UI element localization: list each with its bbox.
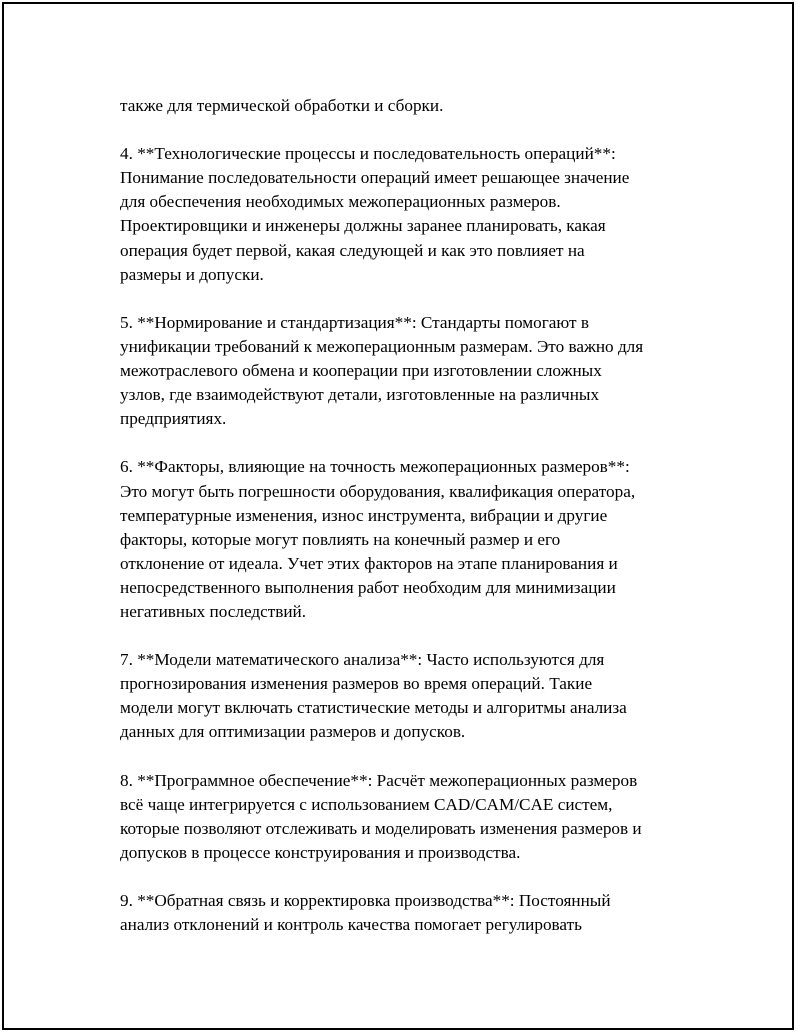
text-line: Проектировщики и инженеры должны заранее планировать, какая	[120, 216, 606, 236]
text-line: 5. **Нормирование и стандартизация**: Стандарты помогают в	[120, 312, 589, 332]
text-line: унификации требований к межоперационным размерам. Это важно для	[120, 336, 644, 356]
paragraph-item-8	[120, 769, 720, 865]
text-line: 9. **Обратная связь и корректировка производства**: Постоянный	[120, 891, 611, 911]
text-line: допусков в процессе конструирования и производства.	[120, 842, 521, 862]
paragraph-intro-tail	[120, 94, 720, 118]
text-line: для обеспечения необходимых межоперационных размеров.	[120, 192, 561, 212]
text-line: непосредственного выполнения работ необходим для минимизации	[120, 577, 616, 597]
text-line: факторы, которые могут повлиять на конечный размер и его	[120, 529, 561, 549]
text-line: операция будет первой, какая следующей и как это повлияет на	[120, 240, 585, 260]
text-line: анализ отклонений и контроль качества помогает регулировать	[120, 915, 582, 935]
text-line: 8. **Программное обеспечение**: Расчёт межоперационных размеров	[120, 770, 638, 790]
text-line: Это могут быть погрешности оборудования, квалификация оператора,	[120, 481, 636, 501]
text-line: всё чаще интегрируется с использованием CAD/CAM/CAE систем,	[120, 794, 613, 814]
text-line: Понимание последовательности операций имеет решающее значение	[120, 168, 630, 188]
text-line: 6. **Факторы, влияющие на точность межоперационных размеров**:	[120, 457, 630, 477]
text-line: размеры и допуски.	[120, 264, 264, 284]
text-line: также для термической обработки и сборки.	[120, 96, 444, 115]
text-line: прогнозирования изменения размеров во время операций. Такие	[120, 674, 593, 694]
paragraph-item-7	[120, 648, 720, 744]
paragraph-item-6	[120, 455, 720, 624]
text-line: предприятиях.	[120, 409, 227, 429]
text-line: данных для оптимизации размеров и допусков.	[120, 722, 466, 742]
document-body	[120, 94, 720, 961]
text-line: отклонение от идеала. Учет этих факторов на этапе планирования и	[120, 553, 618, 573]
paragraph-item-9	[120, 889, 720, 937]
text-line: модели могут включать статистические методы и алгоритмы анализа	[120, 698, 627, 718]
paragraph-item-4	[120, 142, 720, 287]
text-line: негативных последствий.	[120, 601, 307, 621]
paragraph-item-5	[120, 311, 720, 431]
text-line: температурные изменения, износ инструмента, вибрации и другие	[120, 505, 608, 525]
text-line: 7. **Модели математического анализа**: Часто используются для	[120, 650, 605, 670]
text-line: которые позволяют отслеживать и моделировать изменения размеров и	[120, 818, 642, 838]
text-line: узлов, где взаимодействуют детали, изготовленные на различных	[120, 385, 600, 405]
text-line: межотраслевого обмена и кооперации при изготовлении сложных	[120, 361, 602, 381]
document-page	[2, 2, 794, 1030]
text-line: 4. **Технологические процессы и последовательность операций**:	[120, 144, 616, 164]
